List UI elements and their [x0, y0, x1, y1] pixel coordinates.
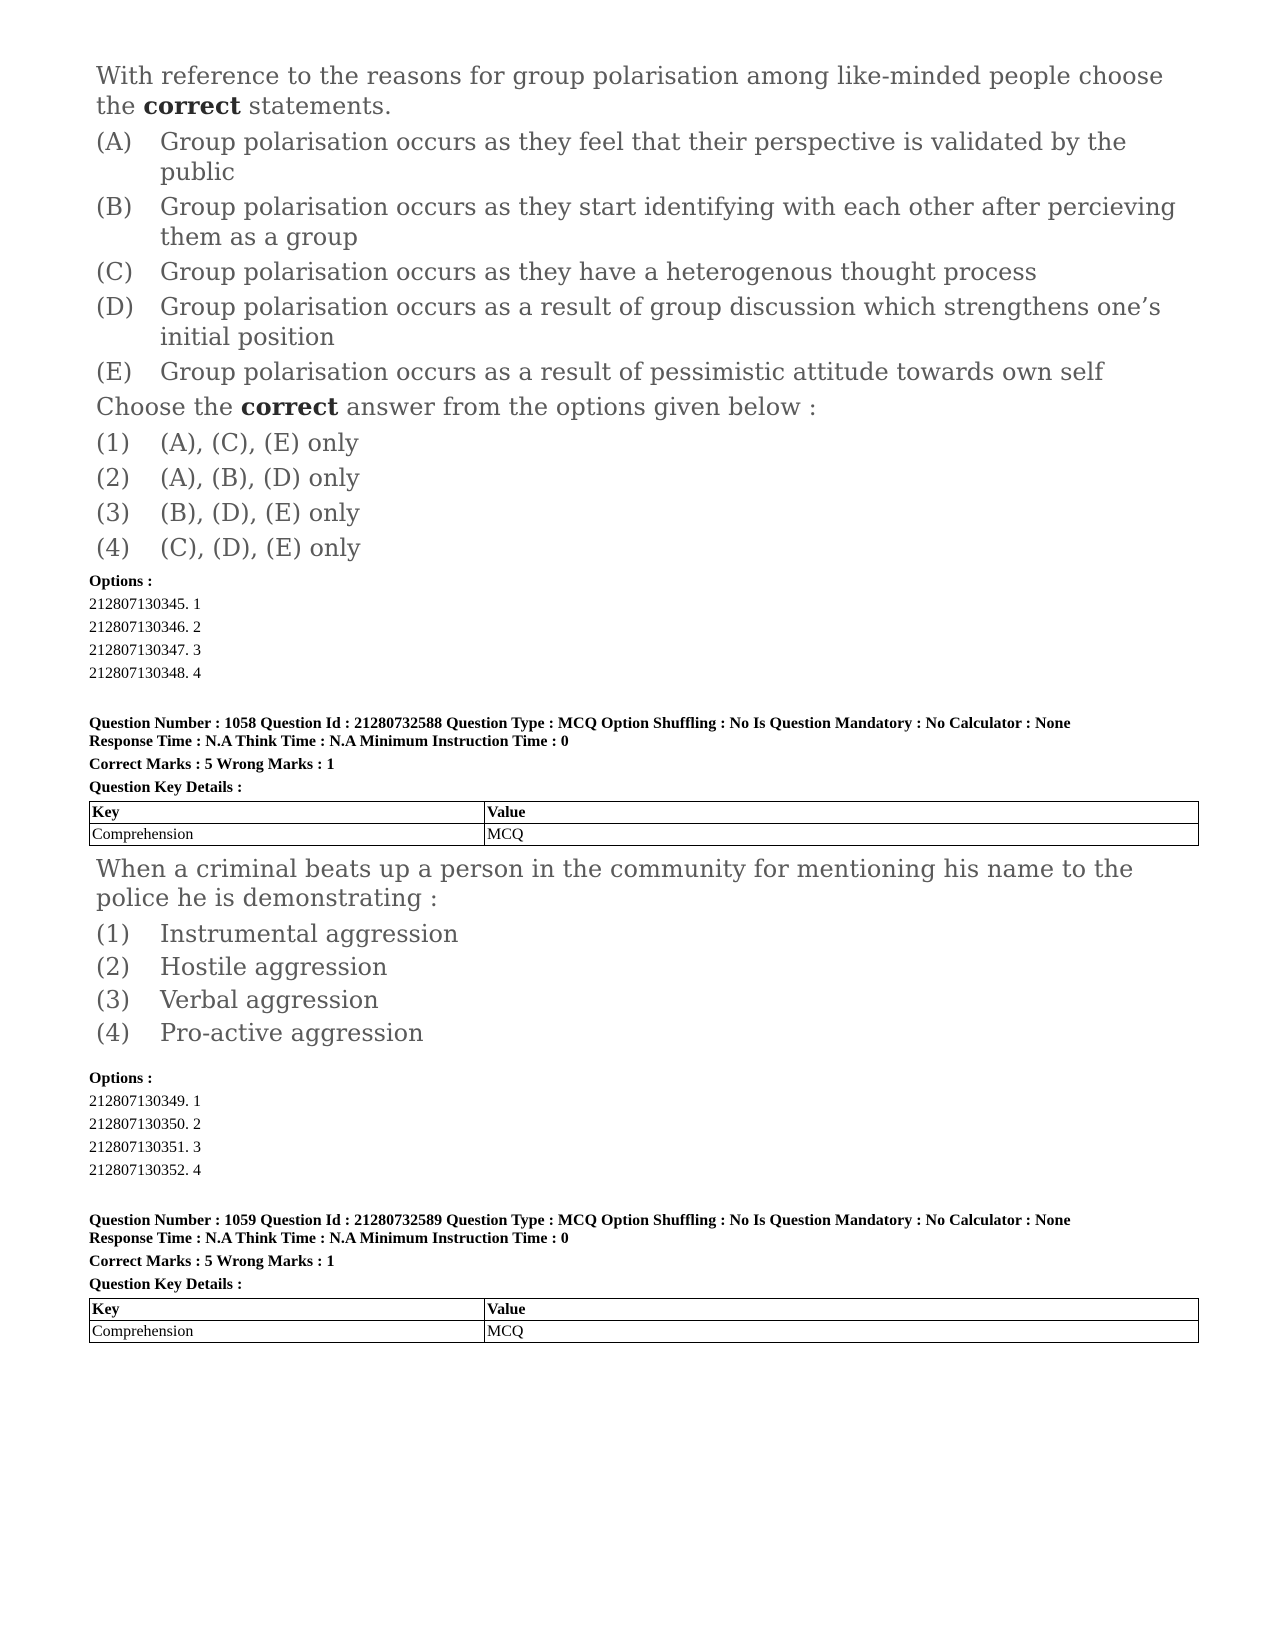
meta-line: Question Number : 1058 Question Id : 21280732588 Question Type : MCQ Option Shuffling : No Is Question Mandatory : No Calculator : None [89, 715, 1071, 732]
statement-e [96, 357, 1196, 387]
statement-text: Group polarisation occurs as they have a heterogenous thought process [160, 258, 1037, 286]
question-1059-meta [89, 1212, 1199, 1248]
table-header-key: Key [90, 1299, 485, 1321]
option-id: 212807130351. 3 [89, 1139, 201, 1156]
question-1058-image [96, 855, 1196, 1048]
answer-label: (4) [96, 1019, 130, 1047]
question-1057-stem [96, 62, 1196, 121]
table-cell-value: MCQ [485, 824, 1199, 846]
choose-instruction [96, 392, 1196, 422]
table-cell-key: Comprehension [90, 1321, 485, 1343]
table-header-value: Value [485, 802, 1199, 824]
stem-bold: correct [143, 91, 241, 120]
table-row [90, 1321, 1199, 1343]
table-header-value: Value [485, 1299, 1199, 1321]
answer-4 [96, 533, 1196, 563]
answer-label: (3) [96, 986, 130, 1014]
question-1057-options [89, 570, 201, 685]
question-1057-image [96, 62, 1196, 563]
statement-text: Group polarisation occurs as they start identifying with each other after percieving them as a group [160, 193, 1176, 251]
statement-text: Group polarisation occurs as they feel that their perspective is validated by the public [160, 128, 1127, 186]
option-id: 212807130347. 3 [89, 642, 201, 659]
options-heading: Options : [89, 573, 153, 590]
answer-label: (2) [96, 464, 130, 492]
meta-line: Question Number : 1059 Question Id : 21280732589 Question Type : MCQ Option Shuffling : No Is Question Mandatory : No Calculator : None [89, 1212, 1071, 1229]
key-details-heading: Question Key Details : [89, 779, 243, 796]
answer-label: (2) [96, 953, 130, 981]
question-1058-marks [89, 753, 334, 799]
question-1058-options [89, 1067, 201, 1182]
answer-label: (3) [96, 499, 130, 527]
marks-line: Correct Marks : 5 Wrong Marks : 1 [89, 756, 335, 773]
stem-text: With reference to the reasons for group polarisation among like-minded people choose the [96, 62, 1164, 120]
answer-3 [96, 985, 1196, 1015]
answer-text: Pro-active aggression [160, 1019, 424, 1047]
statement-label: (E) [96, 358, 133, 386]
statement-label: (C) [96, 258, 134, 286]
answer-4 [96, 1018, 1196, 1048]
question-1058-meta [89, 715, 1199, 751]
answer-2 [96, 463, 1196, 493]
question-1058-key-table [89, 801, 1199, 846]
statement-label: (D) [96, 293, 134, 321]
answer-label: (4) [96, 534, 130, 562]
answer-text: Hostile aggression [160, 953, 388, 981]
statement-label: (A) [96, 128, 133, 156]
options-heading: Options : [89, 1070, 153, 1087]
table-cell-key: Comprehension [90, 824, 485, 846]
answer-text: (B), (D), (E) only [160, 499, 360, 527]
key-details-heading: Question Key Details : [89, 1276, 243, 1293]
statement-label: (B) [96, 193, 133, 221]
table-header-row [90, 802, 1199, 824]
question-1059-key-table [89, 1298, 1199, 1343]
statement-d [96, 292, 1196, 352]
choose-bold: correct [240, 392, 339, 421]
statement-text: Group polarisation occurs as a result of pessimistic attitude towards own self [160, 358, 1104, 386]
answer-text: (A), (C), (E) only [160, 429, 359, 457]
statement-text: Group polarisation occurs as a result of group discussion which strengthens one’s initial position [160, 293, 1161, 351]
table-row [90, 824, 1199, 846]
option-id: 212807130345. 1 [89, 596, 201, 613]
table-header-key: Key [90, 802, 485, 824]
stem-text-end: statements. [240, 92, 392, 120]
option-id: 212807130349. 1 [89, 1093, 201, 1110]
answer-label: (1) [96, 429, 130, 457]
answer-text: (A), (B), (D) only [160, 464, 360, 492]
answer-text: Instrumental aggression [160, 920, 459, 948]
table-cell-value: MCQ [485, 1321, 1199, 1343]
option-id: 212807130352. 4 [89, 1162, 201, 1179]
meta-line: Response Time : N.A Think Time : N.A Minimum Instruction Time : 0 [89, 1230, 569, 1247]
answer-1 [96, 428, 1196, 458]
option-id: 212807130348. 4 [89, 665, 201, 682]
question-1058-stem: When a criminal beats up a person in the community for mentioning his name to the police he is demonstrating : [96, 855, 1134, 912]
choose-text-end: answer from the options given below : [338, 393, 817, 421]
statement-c [96, 257, 1196, 287]
marks-line: Correct Marks : 5 Wrong Marks : 1 [89, 1253, 335, 1270]
option-id: 212807130346. 2 [89, 619, 201, 636]
table-header-row [90, 1299, 1199, 1321]
statement-a [96, 127, 1196, 187]
answer-label: (1) [96, 920, 130, 948]
answer-1 [96, 919, 1196, 949]
answer-3 [96, 498, 1196, 528]
answer-2 [96, 952, 1196, 982]
question-1059-marks [89, 1250, 334, 1296]
answer-text: Verbal aggression [160, 986, 379, 1014]
meta-line: Response Time : N.A Think Time : N.A Minimum Instruction Time : 0 [89, 733, 569, 750]
answer-text: (C), (D), (E) only [160, 534, 361, 562]
statement-b [96, 192, 1196, 252]
option-id: 212807130350. 2 [89, 1116, 201, 1133]
choose-text: Choose the [96, 393, 241, 421]
